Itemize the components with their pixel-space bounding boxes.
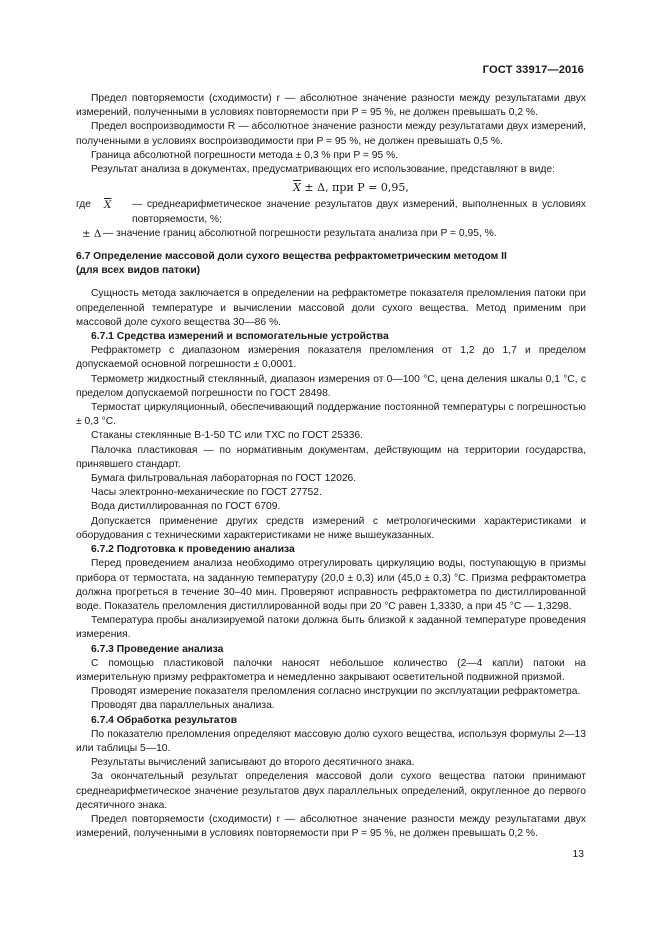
procedure-paragraph: С помощью пластиковой палочки наносят небольшое количество (2—4 капли) патоки на измерительную призму рефрактометра и немедленно закрывают осветительной подвижной призмой. (76, 657, 586, 683)
preparation-paragraph: Перед проведением анализа необходимо отрегулировать циркуляцию воды, поступающую в призмы прибора от термостата, на заданную температуру (20,0 ± 0,3) или (45,0 ± 0,3) °С. Призма рефрактометра должна прогреться в течение 30–40 мин. Проверяют исправность рефрактометра по дистиллированной воде. Показатель преломления дистиллированной воды при 20 °С равен 1,3330, а при 45 °С — 1,3298. (76, 558, 586, 612)
where-item-mean (76, 198, 586, 226)
where-delta-text: — значение границ абсолютной погрешности результата анализа при P = 0,95, %. (103, 227, 497, 239)
equipment-item: Палочка пластиковая — по нормативным документам, действующим на территории государства, принявшего стандарт. (76, 444, 586, 470)
where-word: где (76, 199, 92, 211)
section-6-7-title-line1: 6.7 Определение массовой доли сухого вещества рефрактометрическим методом II (76, 251, 507, 263)
equipment-item: Часы электронно-механические по ГОСТ 27752. (91, 487, 322, 499)
equipment-item: Рефрактометр с диапазоном измерения показателя преломления от 1,2 до 1,7 и пределом допускаемой основной погрешности ± 0,0001. (76, 345, 586, 371)
paragraph-repeatability: Предел повторяемости (сходимости) r — абсолютное значение разности между результатами двух измерений, полученными в условиях повторяемости при P = 95 %, не должен превышать 0,2 %. (76, 93, 586, 119)
equipment-item: Стаканы стеклянные В-1-50 ТС или ТХС по ГОСТ 25336. (91, 430, 363, 442)
result-formula (76, 181, 586, 195)
standard-number: ГОСТ 33917—2016 (482, 64, 584, 76)
section-6-7-1-title: 6.7.1 Средства измерений и вспомогательные устройства (91, 331, 389, 343)
results-paragraph: По показателю преломления определяют массовую долю сухого вещества, используя формулы 2—13 или таблицы 5—10. (76, 728, 586, 754)
preparation-paragraph: Температура пробы анализируемой патоки должна быть близкой к заданной температуре проведения измерения. (76, 615, 586, 641)
results-paragraph: Результаты вычислений записывают до второго десятичного знака. (91, 757, 415, 769)
formula-mean-symbol: $\overline{X}$ (293, 181, 301, 195)
where-mean-symbol: $\overline{X}$ (104, 199, 112, 212)
equipment-item: Допускается применение других средств измерений с метрологическими характеристиками и оборудования с техническими характеристиками не ниже вышеуказанных. (76, 515, 586, 541)
results-paragraph: Предел повторяемости (сходимости) r — абсолютное значение разности между результатами двух измерений, полученными в условиях повторяемости при P = 95 %, не должен превышать 0,2 %. (76, 813, 586, 840)
page-number: 13 (572, 849, 584, 860)
paragraph-error-bound: Граница абсолютной погрешности метода ± 0,3 % при P = 95 %. (91, 149, 399, 161)
equipment-item: Термометр жидкостный стеклянный, диапазон измерения от 0—100 °С, цена деления шкалы 0,1 °С, с пределом допускаемой погрешности по ГОСТ 28498. (76, 373, 586, 399)
formula-rest: ± Δ, при P = 0,95, (300, 181, 409, 195)
section-6-7-2-title: 6.7.2 Подготовка к проведению анализа (91, 544, 295, 556)
procedure-paragraph: Проводят два параллельных анализа. (91, 700, 275, 712)
where-mean-text: — среднеарифметическое значение результатов двух измерений, выполненных в условиях повторяемости, %; (132, 199, 586, 225)
where-item-delta (76, 227, 586, 241)
equipment-item: Термостат циркуляционный, обеспечивающий поддержание постоянной температуры с погрешностью ± 0,3 °С. (76, 402, 586, 428)
section-6-7-title-line2: (для всех видов патоки) (76, 265, 201, 277)
results-paragraph: За окончательный результат определения массовой доли сухого вещества патоки принимают среднеарифметическое значение результатов двух параллельных определений, округленное до первого десятичного знака. (76, 771, 586, 811)
equipment-item: Бумага фильтровальная лабораторная по ГОСТ 12026. (91, 473, 357, 485)
equipment-item: Вода дистиллированная по ГОСТ 6709. (91, 501, 281, 513)
where-delta-symbol: ± Δ (82, 227, 102, 240)
procedure-paragraph: Проводят измерение показателя преломления согласно инструкции по эксплуатации рефрактометра. (91, 686, 581, 698)
section-6-7-title (76, 250, 586, 278)
section-6-7-intro: Сущность метода заключается в определении на рефрактометре показателя преломления патоки при определенной температуре и вычислении массовой доли сухого вещества. Метод применим при массовой доле сухого вещества 30—86 %. (76, 288, 586, 328)
paragraph-reproducibility: Предел воспроизводимости R — абсолютное значение разности между результатами двух измерений, полученными в условиях воспроизводимости при P = 95 %, не должен превышать 0,5 %. (76, 121, 586, 147)
section-6-7-3-title: 6.7.3 Проведение анализа (91, 643, 224, 655)
section-6-7-4-title: 6.7.4 Обработка результатов (91, 714, 238, 726)
page-body (76, 92, 586, 841)
paragraph-result-form: Результат анализа в документах, предусматривающих его использование, представляют в виде: (91, 164, 555, 176)
